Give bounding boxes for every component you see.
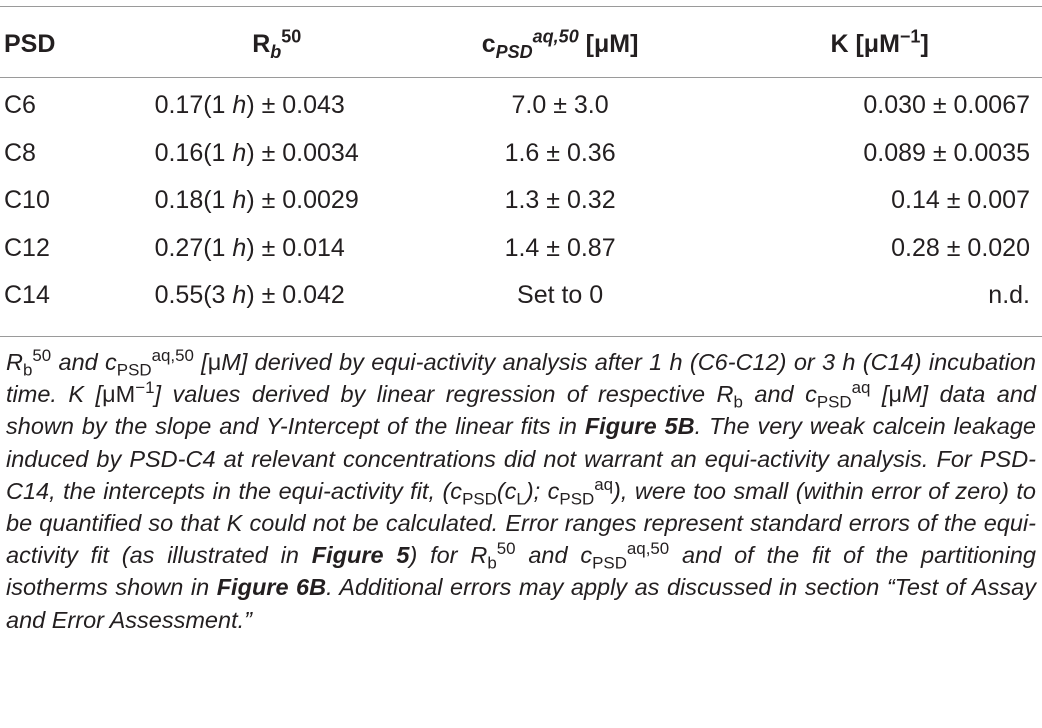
cell-rb50: 0.17(1 h) ± 0.043	[154, 91, 345, 120]
cell-psd: C6	[4, 91, 36, 120]
table-row	[0, 130, 1042, 178]
header-cpsd: $c_{PSD}^{aq,50}$ [μM]	[481, 26, 639, 62]
cell-k: 0.14 ± 0.007	[891, 186, 1030, 215]
table-footnote: $R_b^{50}$ and $c_{PSD}^{aq,50}$ [μM] derived by equi-activity analysis after 1 h (C6-C12) or 3 h (C14) incubation time. K $[\mu M^{-1}]$ values derived by linear regression of respective $R_b$ and $c_{PSD}^{aq}$ [μM] data and shown by the slope and Y-Intercept of the linear fits in Figure 5B. The very weak calcein leakage induced by PSD-C4 at relevant concentrations did not warrant an equi-activity analysis. For PSD-C14, the intercepts in the equi-activity fit, ($c_{PSD}(c_L)$; $c_{PSD}^{aq}$), were too small (within error of zero) to be quantified so that K could not be calculated. Error ranges represent standard errors of the equi-activity fit (as illustrated in Figure 5) for $R_b^{50}$ and $c_{PSD}^{aq,50}$ and of the fit of the partitioning isotherms shown in Figure 6B. Additional errors may apply as discussed in section “Test of Assay and Error Assessment.”	[6, 346, 1037, 633]
figure-6b-link[interactable]: Figure 6B	[216, 574, 327, 601]
cell-psd: C12	[4, 233, 50, 262]
cell-rb50: 0.18(1 h) ± 0.0029	[154, 186, 359, 215]
figure-5-link[interactable]: Figure 5	[311, 542, 410, 569]
table-row	[0, 225, 1042, 273]
header-rb50: $R_b^{50}$	[252, 26, 302, 62]
cell-cpsd: 1.4 ± 0.87	[504, 233, 616, 262]
cell-psd: C8	[4, 138, 36, 167]
cell-cpsd: 1.3 ± 0.32	[504, 186, 616, 215]
data-table	[0, 16, 1042, 320]
table-header-row	[0, 16, 1042, 72]
table-row	[0, 72, 1042, 130]
cell-k: n.d.	[988, 281, 1030, 310]
cell-k: 0.089 ± 0.0035	[863, 138, 1030, 167]
cell-k: 0.030 ± 0.0067	[863, 91, 1030, 120]
cell-psd: C10	[4, 186, 50, 215]
cell-rb50: 0.27(1 h) ± 0.014	[154, 233, 345, 262]
header-psd: PSD	[4, 29, 56, 58]
cell-rb50: 0.55(3 h) ± 0.042	[154, 281, 345, 310]
cell-k: 0.28 ± 0.020	[891, 233, 1030, 262]
cell-cpsd: Set to 0	[517, 281, 604, 310]
top-rule	[0, 6, 1042, 7]
cell-psd: C14	[4, 281, 50, 310]
figure-5b-link[interactable]: Figure 5B	[584, 413, 695, 440]
table-row	[0, 272, 1042, 320]
cell-rb50: 0.16(1 h) ± 0.0034	[154, 138, 359, 167]
bottom-rule	[0, 336, 1042, 337]
table-row	[0, 177, 1042, 225]
header-k: K $[\mu M^{-1}]$	[830, 26, 929, 58]
cell-cpsd: 1.6 ± 0.36	[504, 138, 616, 167]
cell-cpsd: 7.0 ± 3.0	[511, 91, 609, 120]
